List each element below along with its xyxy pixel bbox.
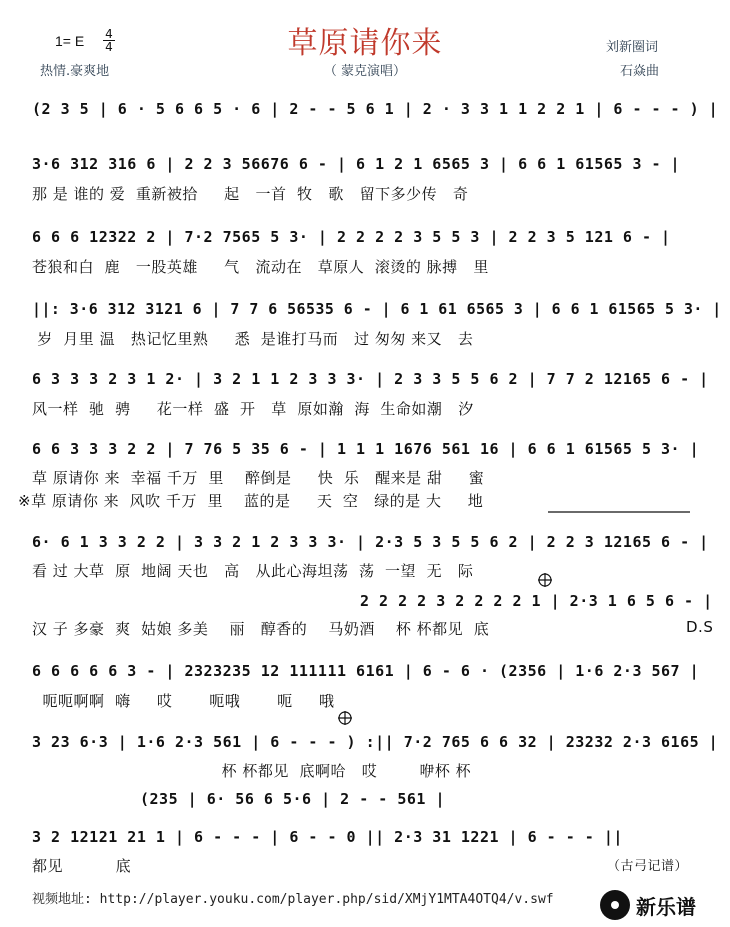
song-title: 草原请你来 bbox=[287, 26, 443, 61]
notation-line-9: 6 6 6 6 6 3 - | 2323235 12 111111 6161 | 6 - 6 · (2356 | 1·6 2·3 567 | bbox=[32, 662, 700, 680]
notation-line-10: 3 23 6·3 | 1·6 2·3 561 | 6 - - - ) :|| 7·2 765 6 6 32 | 23232 2·3 6165 | bbox=[32, 733, 719, 751]
notation-line-5: 6 3 3 3 2 3 1 2· | 3 2 1 1 2 3 3 3· | 2 3 3 5 5 6 2 | 7 7 2 12165 6 - | bbox=[32, 370, 709, 388]
tempo-mood: 热情.豪爽地 bbox=[40, 64, 110, 79]
notation-line-6: 6 6 3 3 3 2 2 | 7 76 5 35 6 - | 1 1 1 1676 561 16 | 6 6 1 61565 5 3· | bbox=[32, 440, 700, 458]
lyricist-credit: 刘新圈词 bbox=[606, 40, 659, 55]
transcriber-credit: （古弓记谱） bbox=[607, 859, 689, 874]
lyric-line-12: 都见 底 bbox=[32, 857, 132, 875]
notation-line-4: ||: 3·6 312 3121 6 | 7 7 6 56535 6 - | 6 1 61 6565 3 | 6 6 1 61565 5 3· | bbox=[32, 300, 722, 318]
video-link[interactable]: 视频地址: http://player.youku.com/player.php/sid/XMjY1MTA4OTQ4/v.swf bbox=[32, 892, 554, 907]
notation-line-3: 6 6 6 12322 2 | 7·2 7565 5 3· | 2 2 2 2 3 5 5 3 | 2 2 3 5 121 6 - | bbox=[32, 228, 671, 246]
lyric-line-8: 汉 子 多豪 爽 姑娘 多美 丽 醇香的 马奶酒 杯 杯都见 底 bbox=[32, 620, 490, 638]
notation-line-7: 6· 6 1 3 3 2 2 | 3 3 2 1 2 3 3 3· | 2·3 5 3 5 5 6 2 | 2 2 3 12165 6 - | bbox=[32, 533, 709, 551]
notation-line-2: 3·6 312 316 6 | 2 2 3 56676 6 - | 6 1 2 1 6565 3 | 6 6 1 61565 3 - | bbox=[32, 155, 681, 173]
lyric-line-6b: ※草 原请你 来 风吹 千万 里 蓝的是 天 空 绿的是 大 地 bbox=[18, 492, 484, 510]
meter-top: 4 bbox=[103, 28, 115, 41]
notation-line-1: (2 3 5 | 6 · 5 6 6 5 · 6 | 2 - - 5 6 1 | 2 · 3 3 1 1 2 2 1 | 6 - - - ) | bbox=[32, 100, 719, 118]
lyric-line-7: 看 过 大草 原 地阔 天也 高 从此心海坦荡 荡 一望 无 际 bbox=[32, 562, 474, 580]
lyric-line-10: 杯 杯都见 底啊哈 哎 咿杯 杯 bbox=[32, 762, 472, 780]
site-logo[interactable] bbox=[600, 888, 722, 922]
dal-segno-mark: D.S bbox=[686, 618, 714, 636]
lyric-line-5: 风一样 驰 骋 花一样 盛 开 草 原如瀚 海 生命如潮 汐 bbox=[32, 400, 474, 418]
lyric-line-4: 岁 月里 温 热记忆里熟 悉 是谁打马而 过 匆匆 来又 去 bbox=[32, 330, 474, 348]
notation-line-12: 3 2 12121 21 1 | 6 - - - | 6 - - 0 || 2·3 31 1221 | 6 - - - || bbox=[32, 828, 623, 846]
notation-line-8: 2 2 2 2 3 2 2 2 2 1 | 2·3 1 6 5 6 - | bbox=[360, 592, 713, 610]
lyric-line-2: 那 是 谁的 爱 重新被拾 起 一首 牧 歌 留下多少传 奇 bbox=[32, 185, 469, 203]
meter-bottom: 4 bbox=[105, 40, 113, 54]
lyric-line-3: 苍狼和白 鹿 一股英雄 气 流动在 草原人 滚烫的 脉搏 里 bbox=[32, 258, 489, 276]
lyric-line-6: 草 原请你 来 幸福 千万 里 醉倒是 快 乐 醒来是 甜 蜜 bbox=[32, 469, 485, 487]
lyric-line-9: 呃呃啊啊 嗨 哎 呃哦 呃 哦 bbox=[32, 692, 335, 710]
notation-line-11: (235 | 6· 56 6 5·6 | 2 - - 561 | bbox=[140, 790, 445, 808]
composer-credit: 石焱曲 bbox=[620, 64, 660, 79]
logo-text: 新乐谱 bbox=[636, 894, 696, 919]
music-disc-icon bbox=[600, 890, 630, 920]
performer-subtitle: （ 蒙克演唱） bbox=[323, 64, 407, 79]
key-signature: 1= E bbox=[55, 33, 85, 49]
